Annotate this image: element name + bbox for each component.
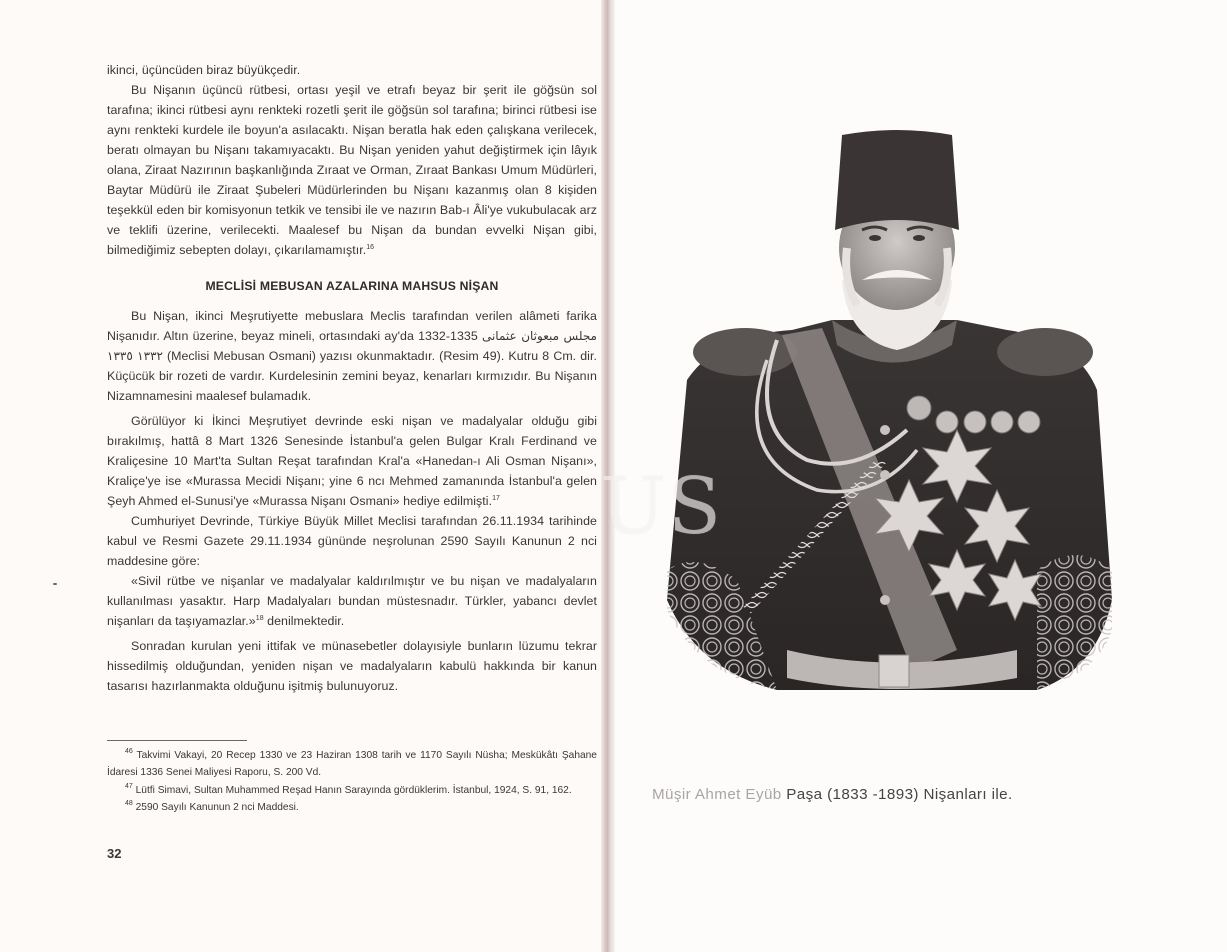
footnote: [107, 799, 597, 816]
footnote-ref[interactable]: 18: [255, 615, 264, 623]
quote-paragraph: [107, 571, 597, 631]
footnote-text: Lütfi Simavi, Sultan Muhammed Reşad Hanın Sarayında gördüklerim. İstanbul, 1924, S. 91, 162.: [135, 784, 572, 796]
footnote: [107, 747, 597, 782]
footnote-divider: [107, 740, 247, 741]
paragraph: [107, 411, 597, 511]
footnote-ref[interactable]: 17: [492, 494, 500, 502]
footnote-number: 46: [125, 748, 133, 755]
left-page: [0, 0, 603, 952]
print-speck: [53, 583, 57, 585]
right-epaulette: [997, 328, 1093, 376]
page-number: 32: [107, 846, 122, 861]
caption-text: Paşa (1833 -1893) Nişanları ile.: [786, 786, 1013, 803]
quote-text: «Sivil rütbe ve nişanlar ve madalyalar kaldırılmıştır ve bu nişan ve madalyaların kullanılması yasaktır. Harp Madalyaları bundan müstesnadır. Türkler, yabancı devlet nişanları da taşıyamazlar.»: [107, 574, 597, 629]
paragraph-text: Bu Nişan, ikinci Meşrutiyette mebuslara Meclis tarafından verilen alâmeti farika Nişanıdır. Altın üzerine, beyaz mineli, ortasındaki ay'da 1332-1335: [107, 308, 597, 343]
fez-hat: [835, 130, 959, 230]
section-heading: MECLİSİ MEBUSAN AZALARINA MAHSUS NİŞAN: [205, 279, 499, 294]
paragraph: [107, 80, 597, 260]
left-epaulette: [693, 328, 797, 376]
footnote-number: 47: [125, 782, 133, 790]
paragraph-text: (Meclisi Mebusan Osmani) yazısı okunmaktadır. (Resim 49). Kutru 8 Cm. dir. Küçücük bir rozeti de vardır. Kurdelesinin zemini beyaz, kenarları kırmızıdır. Bu Nişanın Nizamnamesini maalesef bulamadık.: [107, 348, 597, 403]
footnote-text: 2590 Sayılı Kanunun 2 nci Maddesi.: [135, 802, 299, 814]
paragraph-text: Bu Nişanın üçüncü rütbesi, ortası yeşil ve etrafı beyaz bir şerit ile göğsün sol tarafına; ikinci rütbesi aynı renkteki rozetli şerit ile göğsün sol tarafına; birinci rütbesi ise aynı renkteki kurdele ile boyun'a asılacaktı. Nişan beratla hak eden çalışkana verilecek, beratı olmayan bu Nişanı takamıyacaktı. Bu Nişan yeniden yahut değiştirmek için lâyık olana, Ziraat Nazırının başkanlığında Zıraat ve Orman, Zıraat Bankası Umum Müdürleri, Baytar Müdürü ile Ziraat Şubeleri Müdürlerinden bu Nişanı kazanmış olan 8 kişiden teşekkül eden bir komisyonun tetkik ve tensibi ile ve nazırın Bab-ı Âli'ye vukubulacak arz ve teklifi üzerine, verilecekti. Maalesef bu Nişan da bundan evvelki Nişan gibi, bilmediğimiz sebepten dolayı, çıkarılamamıştır.: [107, 83, 597, 258]
paragraph: Cumhuriyet Devrinde, Türkiye Büyük Millet Meclisi tarafından 26.11.1934 tarihinde kabul ve Resmi Gazete 29.11.1934 gününde neşrolunan 2590 Sayılı Kanunun 2 nci maddesine göre:: [107, 513, 597, 569]
caption-faded-text: Müşir Ahmet Eyüb: [652, 786, 782, 803]
right-sleeve-embroidery: [1037, 555, 1112, 690]
paragraph: [107, 306, 597, 406]
ottoman-script-text: مجلس مبعوثان عثمانی ١٣٣٢ ١٣٣٥: [107, 328, 597, 363]
footnotes: [107, 747, 597, 817]
footnote: [107, 782, 597, 799]
footnote-text: Takvimi Vakayi, 20 Recep 1330 ve 23 Haziran 1308 tarih ve 1170 Sayılı Nüsha; Meskükâtı Şahane İdaresi 1336 Senei Maliyesi Raporu, S. 200 Vd.: [107, 750, 597, 779]
paragraph-text: Görülüyor ki İkinci Meşrutiyet devrinde eski nişan ve madalyalar olduğu gibi bırakılmış, hattâ 8 Mart 1326 Senesinde İstanbul'a gelen Bulgar Kralı Ferdinand ve Kraliçesine 10 Mart'ta Sultan Reşat tarafından Kral'a «Hanedan-ı Ali Osman Nişanı», Kraliçe'ye ise «Murassa Mecidi Nişanı; yine 6 ncı Mehmed zamanında İstanbul'a gelen Şeyh Ahmed el-Sunusi'ye «Murassa Nişanı Osmani» hediye edilmişti.: [107, 413, 597, 508]
footnote-ref[interactable]: 16: [366, 244, 375, 252]
watermark: US: [600, 462, 724, 552]
paragraph-text: denilmektedir.: [263, 614, 345, 629]
book-gutter: [601, 0, 615, 952]
paragraph: ikinci, üçüncüden biraz büyükçedir.: [107, 63, 301, 77]
paragraph: Sonradan kurulan yeni ittifak ve münasebetler dolayısiyle bunların lüzumu tekrar hissedilmiş olduğundan, yeniden nişan ve madalyaların kabulü hakkında bir kanun tasarısı hazırlanmakta olduğunu işitmiş bulunuyoruz.: [107, 639, 597, 694]
footnote-number: 48: [125, 800, 133, 808]
body-text: [107, 60, 597, 696]
photo-caption: [652, 786, 1172, 803]
portrait-photo: [657, 130, 1117, 710]
